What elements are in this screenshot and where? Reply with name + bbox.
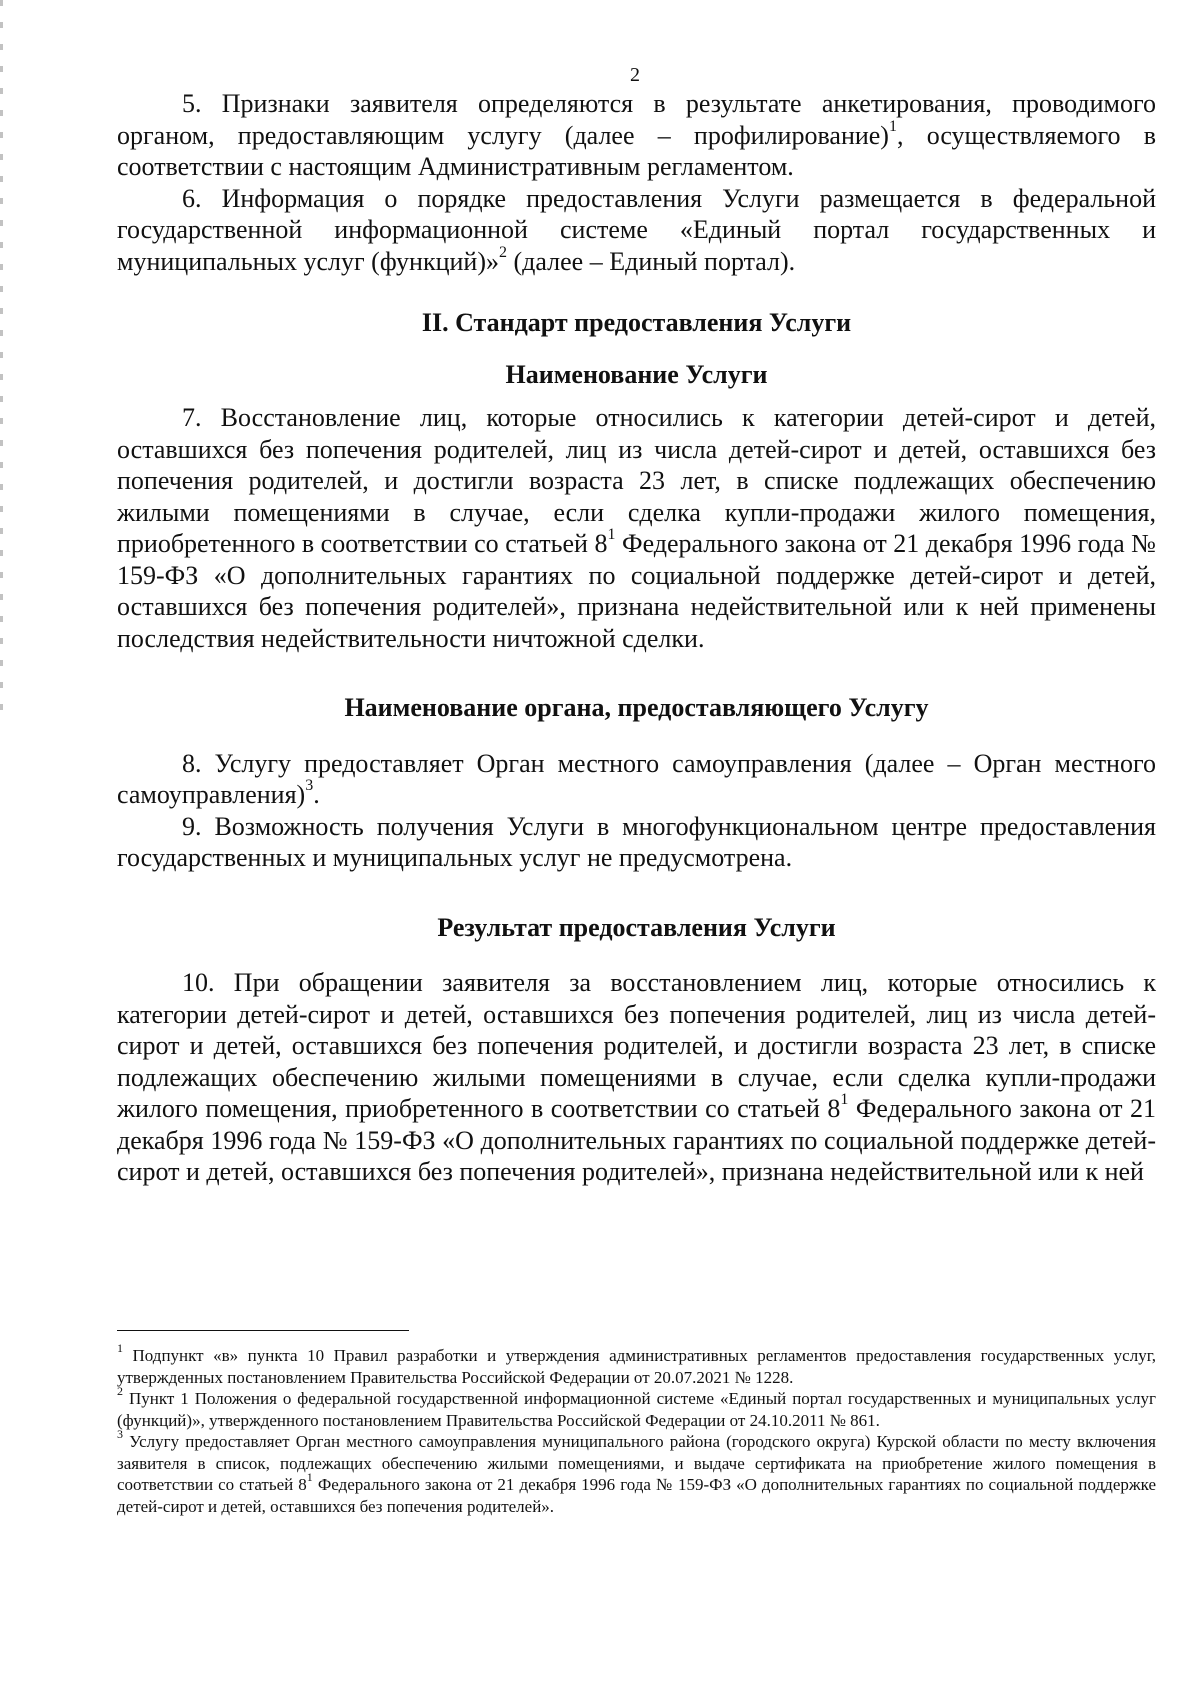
document-body bbox=[117, 88, 1156, 1188]
footnote-ref: 2 bbox=[499, 243, 507, 261]
scan-edge-marks bbox=[0, 0, 3, 720]
service-name-heading: Наименование Услуги bbox=[505, 359, 768, 389]
paragraph-8: 8. Услугу предоставляет Орган местного самоуправления (далее – Орган местного самоуправления)$^3$. bbox=[117, 748, 1156, 809]
paragraph-6: 6. Информация о порядке предоставления Услуги размещается в федеральной государственной информационной системе «Единый портал государственных и муниципальных услуг (функций)»$^2$ (далее – Единый портал). bbox=[117, 183, 1156, 276]
provider-heading: Наименование органа, предоставляющего Услугу bbox=[344, 693, 929, 722]
paragraph-7: 7. Восстановление лиц, которые относились к категории детей-сирот и детей, оставшихся без попечения родителей, лиц из числа детей-сирот и детей, оставшихся без попечения родителей, и достигли возраста 23 лет, в списке подлежащих обеспечению жилыми помещениями в случае, если сделка купли-продажи жилого помещения, приобретенного в соответствии со статьей $8^1$ Федерального закона от 21 декабря 1996 года № 159-ФЗ «О дополнительных гарантиях по социальной поддержке детей-сирот и детей, оставшихся без попечения родителей», признана недействительной или к ней применены последствия недействительности ничтожной сделки. bbox=[117, 403, 1156, 653]
footnote-2: $^2$ Пункт 1 Положения о федеральной государственной информационной системе «Единый портал государственных и муниципальных услуг (функций)», утвержденного постановлением Правительства Российской Федерации от 24.10.2011 № 861. bbox=[117, 1384, 1156, 1430]
footnote-mark: 2 bbox=[117, 1384, 123, 1399]
paragraph-9: 9. Возможность получения Услуги в многофункциональном центре предоставления государственных и муниципальных услуг не предусмотрена. bbox=[117, 811, 1156, 872]
superscript: 1 bbox=[306, 1470, 313, 1485]
result-heading: Результат предоставления Услуги bbox=[437, 912, 836, 942]
footnote-ref: 1 bbox=[888, 117, 897, 135]
footnote-3: $^3$ Услугу предоставляет Орган местного самоуправления муниципального района (городского округа) Курской области по месту включения заявителя в список, подлежащих обеспечению жилыми помещениями, и выдаче сертификата на приобретение жилого помещения в соответствии со статьей $8^1$ Федерального закона от 21 декабря 1996 года № 159-ФЗ «О дополнительных гарантиях по социальной поддержке детей-сирот и детей, оставшихся без попечения родителей». bbox=[117, 1427, 1156, 1516]
footnote-1: $^1$ Подпункт «в» пункта 10 Правил разработки и утверждения административных регламентов предоставления государственных услуг, утвержденных постановлением Правительства Российской Федерации от 20.07.2021 № 1228. bbox=[117, 1341, 1156, 1387]
footnote-separator bbox=[117, 1330, 409, 1331]
superscript: 1 bbox=[607, 526, 616, 544]
paragraph-5: 5. Признаки заявителя определяются в результате анкетирования, проводимого органом, предоставляющим услугу (далее – профилирование)$^1$, осуществляемого в соответствии с настоящим Административным регламентом. bbox=[117, 89, 1156, 181]
footnote-mark: 1 bbox=[117, 1341, 123, 1356]
paragraph-10: 10. При обращении заявителя за восстановлением лиц, которые относились к категории детей-сирот и детей, оставшихся без попечения родителей, лиц из числа детей-сирот и детей, оставшихся без попечения родителей, и достигли возраста 23 лет, в списке подлежащих обеспечению жилыми помещениями в случае, если сделка купли-продажи жилого помещения, приобретенного в соответствии со статьей $8^1$ Федерального закона от 21 декабря 1996 года № 159-ФЗ «О дополнительных гарантиях по социальной поддержке детей-сирот и детей, оставшихся без попечения родителей», признана недействительной или к ней bbox=[117, 968, 1156, 1186]
footnote-ref: 3 bbox=[305, 777, 314, 795]
section-heading: II. Стандарт предоставления Услуги bbox=[421, 308, 852, 337]
page-number: 2 bbox=[630, 64, 640, 86]
footnote-mark: 3 bbox=[117, 1427, 123, 1442]
superscript: 1 bbox=[840, 1091, 849, 1109]
footnotes bbox=[117, 1330, 1156, 1517]
